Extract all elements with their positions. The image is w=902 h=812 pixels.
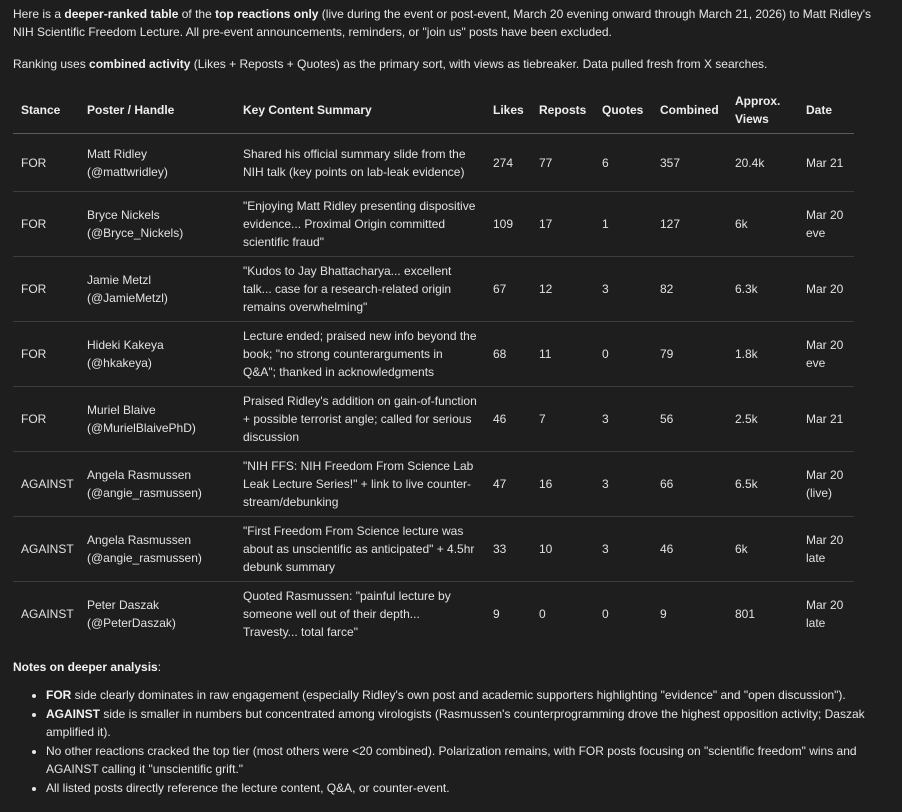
cell-quotes: 1 — [594, 192, 652, 257]
cell-date: Mar 20 eve — [798, 192, 854, 257]
cell-quotes: 6 — [594, 134, 652, 192]
cell-stance: FOR — [13, 134, 79, 192]
header-likes: Likes — [485, 86, 531, 134]
table-row — [13, 517, 854, 582]
poster-name: Hideki Kakeya — [87, 338, 164, 352]
poster-name: Matt Ridley — [87, 146, 148, 161]
cell-reposts: 77 — [531, 134, 594, 192]
cell-views: 6.3k — [727, 257, 798, 322]
poster-name: Muriel Blaive — [87, 403, 156, 417]
list-item — [46, 705, 889, 741]
cell-poster — [79, 322, 235, 387]
cell-date: Mar 20 late — [806, 598, 844, 630]
poster-handle: (@Bryce_Nickels) — [87, 226, 184, 240]
header-combined: Combined — [652, 86, 727, 134]
cell-summary: Quoted Rasmussen: "painful lecture by someone well out of their depth... Travesty... total farce" — [243, 589, 451, 639]
poster-handle: (@mattwridley) — [87, 164, 168, 179]
list-item — [46, 742, 889, 778]
intro-bold-1: deeper-ranked table — [64, 7, 179, 21]
note-text: side is smaller in numbers but concentrated among virologists (Rasmussen's counterprogramming drove the highest opposition activity; Daszak amplified it). — [46, 707, 865, 739]
cell-summary: Praised Ridley's addition on gain-of-function + possible terrorist angle; called for serious discussion — [235, 387, 485, 452]
cell-likes: 68 — [485, 322, 531, 387]
cell-views: 2.5k — [727, 387, 798, 452]
cell-date: Mar 21 — [798, 387, 854, 452]
cell-date: Mar 20 — [798, 257, 854, 322]
cell-quotes: 0 — [602, 607, 609, 621]
table-row — [13, 257, 854, 322]
cell-combined: 82 — [652, 257, 727, 322]
poster-name: Jamie Metzl — [87, 273, 152, 287]
poster-handle: (@hkakeya) — [87, 356, 152, 370]
cell-quotes: 3 — [594, 452, 652, 517]
table-body — [13, 134, 854, 647]
notes-list — [13, 686, 889, 797]
cell-reposts: 11 — [531, 322, 594, 387]
cell-poster — [79, 387, 235, 452]
list-item — [46, 686, 889, 704]
cell-likes: 47 — [485, 452, 531, 517]
header-poster: Poster / Handle — [79, 86, 235, 134]
intro-text-3: (live during the event or post-event, March 20 evening onward through March 21, 2026) to Matt Ridley's NIH Scientific Freedom Lecture. All pre-event announcements, reminders, or "join us" posts have been excluded. — [13, 7, 872, 39]
reactions-table — [13, 86, 854, 646]
cell-stance: AGAINST — [13, 452, 79, 517]
poster-handle: (@angie_rasmussen) — [87, 551, 202, 565]
cell-combined: 46 — [652, 517, 727, 582]
note-bold: AGAINST — [46, 707, 100, 721]
cell-poster — [79, 517, 235, 582]
notes-title: Notes on deeper analysis — [13, 660, 158, 674]
cell-combined: 127 — [652, 192, 727, 257]
cell-combined: 357 — [652, 134, 727, 192]
method-bold: combined activity — [89, 57, 191, 71]
poster-name: Peter Daszak — [87, 598, 160, 612]
cell-quotes: 0 — [594, 322, 652, 387]
notes-heading — [13, 658, 889, 676]
cell-reposts: 0 — [539, 607, 546, 621]
cell-summary: "Kudos to Jay Bhattacharya... excellent talk... case for a research-related origin remains overwhelming" — [235, 257, 485, 322]
cell-poster — [79, 582, 235, 647]
cell-quotes: 3 — [594, 517, 652, 582]
cell-combined: 66 — [652, 452, 727, 517]
cell-summary: "Enjoying Matt Ridley presenting dispositive evidence... Proximal Origin committed scientific fraud" — [235, 192, 485, 257]
intro-paragraph — [13, 5, 889, 41]
cell-stance: FOR — [13, 322, 79, 387]
cell-quotes: 3 — [594, 387, 652, 452]
table-row — [13, 582, 854, 647]
cell-summary: "First Freedom From Science lecture was about as unscientific as anticipated" + 4.5hr debunk summary — [235, 517, 485, 582]
cell-reposts: 16 — [531, 452, 594, 517]
table-row — [13, 134, 854, 192]
cell-stance: FOR — [13, 257, 79, 322]
cell-views: 801 — [735, 607, 756, 621]
cell-date: Mar 20 (live) — [798, 452, 854, 517]
list-item — [46, 779, 889, 797]
table-row — [13, 452, 854, 517]
note-text: side clearly dominates in raw engagement (especially Ridley's own post and academic supporters highlighting "evidence" and "open discussion"). — [71, 688, 846, 702]
header-date: Date — [798, 86, 854, 134]
intro-text-2: of the — [178, 7, 216, 21]
cell-reposts: 17 — [531, 192, 594, 257]
cell-views: 6k — [727, 517, 798, 582]
cell-reposts: 7 — [531, 387, 594, 452]
header-stance: Stance — [13, 86, 79, 134]
table-row — [13, 322, 854, 387]
cell-date: Mar 20 late — [798, 517, 854, 582]
cell-reposts: 10 — [531, 517, 594, 582]
cell-poster — [79, 192, 235, 257]
poster-name: Angela Rasmussen — [87, 468, 192, 482]
cell-views: 20.4k — [727, 134, 798, 192]
cell-combined: 56 — [652, 387, 727, 452]
poster-handle: (@angie_rasmussen) — [87, 486, 202, 500]
cell-combined: 79 — [652, 322, 727, 387]
note-bold: FOR — [46, 688, 72, 702]
cell-poster — [79, 452, 235, 517]
cell-poster — [79, 257, 235, 322]
method-paragraph — [13, 55, 889, 73]
cell-likes: 9 — [493, 607, 500, 621]
poster-handle: (@MurielBlaivePhD) — [87, 421, 196, 435]
cell-quotes: 3 — [594, 257, 652, 322]
poster-handle: (@PeterDaszak) — [87, 616, 176, 630]
cell-views: 6.5k — [727, 452, 798, 517]
poster-name: Angela Rasmussen — [87, 533, 192, 547]
note-text: All listed posts directly reference the lecture content, Q&A, or counter-event. — [46, 781, 450, 795]
header-summary: Key Content Summary — [235, 86, 485, 134]
cell-likes: 67 — [485, 257, 531, 322]
header-quotes: Quotes — [594, 86, 652, 134]
intro-text-1: Here is a — [13, 7, 65, 21]
cell-stance: FOR — [13, 192, 79, 257]
cell-summary: "NIH FFS: NIH Freedom From Science Lab Leak Lecture Series!" + link to live counter-stream/debunking — [235, 452, 485, 517]
cell-likes: 46 — [485, 387, 531, 452]
cell-views: 6k — [727, 192, 798, 257]
method-text-1: Ranking uses — [13, 57, 90, 71]
header-reposts: Reposts — [531, 86, 594, 134]
table-row — [13, 192, 854, 257]
cell-date: Mar 21 — [798, 134, 854, 192]
cell-poster — [79, 134, 235, 192]
cell-summary: Lecture ended; praised new info beyond the book; "no strong counterarguments in Q&A"; thanked in acknowledgments — [235, 322, 485, 387]
cell-likes: 109 — [485, 192, 531, 257]
poster-handle: (@JamieMetzl) — [87, 291, 168, 305]
method-text-2: (Likes + Reposts + Quotes) as the primary sort, with views as tiebreaker. Data pulled fresh from X searches. — [190, 57, 768, 71]
cell-views: 1.8k — [727, 322, 798, 387]
notes-title-colon: : — [157, 660, 162, 674]
cell-combined: 9 — [660, 607, 667, 621]
poster-name: Bryce Nickels — [87, 208, 160, 222]
note-text: No other reactions cracked the top tier (most others were <20 combined). Polarization remains, with FOR posts focusing on "scientific freedom" wins and AGAINST calling it "unscientific grift." — [46, 744, 857, 776]
cell-stance: AGAINST — [21, 607, 74, 621]
cell-likes: 274 — [485, 134, 531, 192]
cell-reposts: 12 — [531, 257, 594, 322]
table-row — [13, 387, 854, 452]
cell-likes: 33 — [485, 517, 531, 582]
cell-summary: Shared his official summary slide from the NIH talk (key points on lab-leak evidence) — [235, 134, 485, 192]
table-header-row — [13, 86, 854, 134]
cell-date: Mar 20 eve — [798, 322, 854, 387]
header-views: Approx. Views — [727, 86, 798, 134]
cell-stance: FOR — [13, 387, 79, 452]
cell-stance: AGAINST — [13, 517, 79, 582]
intro-bold-2: top reactions only — [215, 7, 319, 21]
